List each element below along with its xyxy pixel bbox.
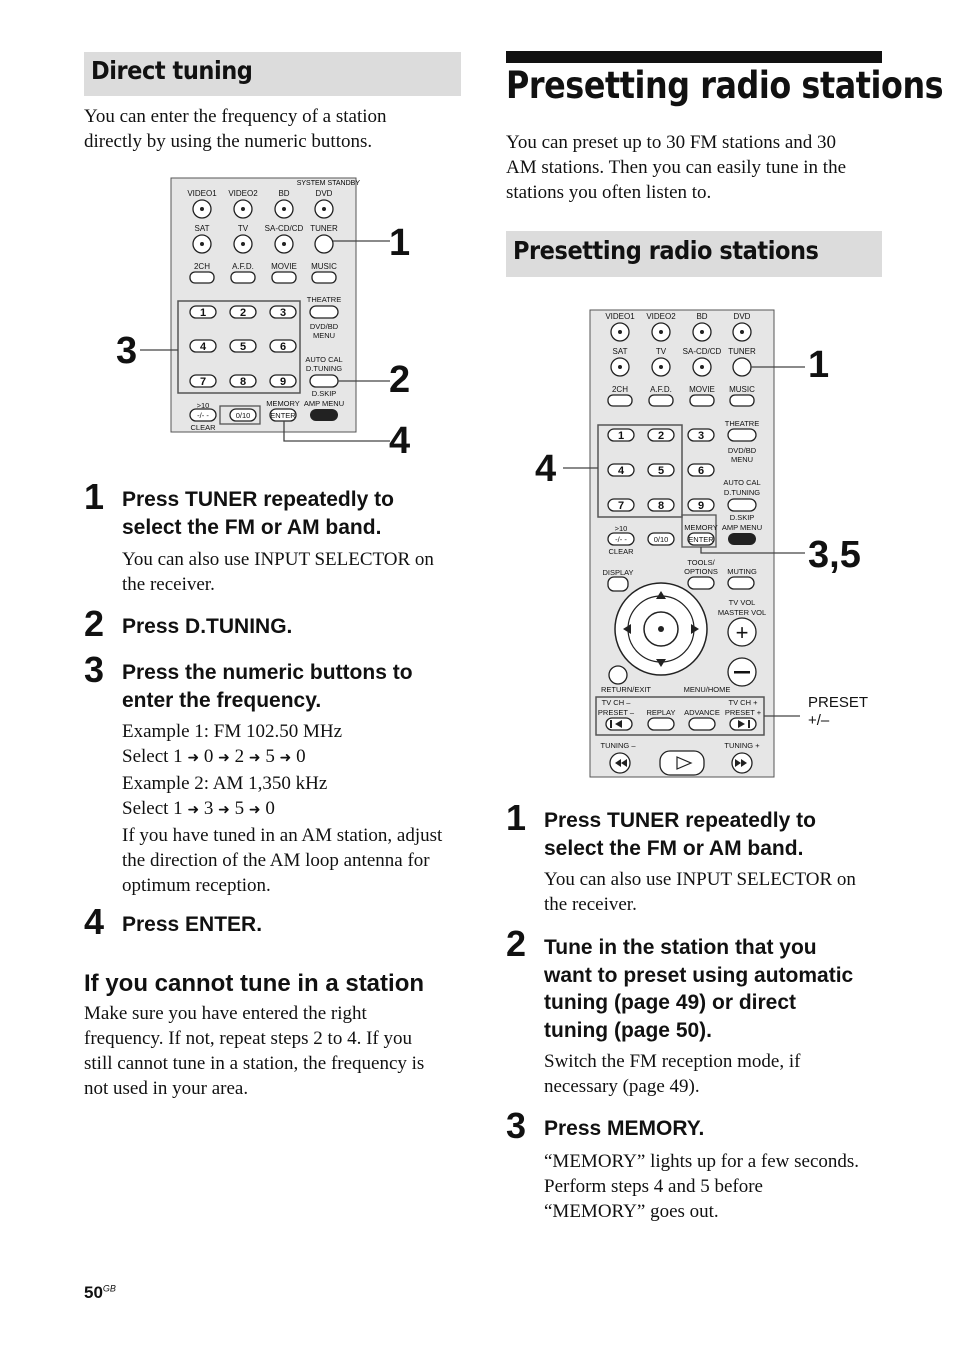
- remote-label: A.F.D.: [650, 385, 672, 394]
- callout-4: 4: [389, 420, 411, 462]
- arrow-right-icon: ➜: [218, 802, 230, 818]
- remote-label: SAT: [612, 347, 628, 356]
- section-title-presetting: Presetting radio stations: [513, 236, 819, 265]
- remote-button-movie[interactable]: [690, 395, 714, 406]
- remote-label: TUNING –: [600, 741, 636, 750]
- remote-label: MENU/HOME: [683, 685, 731, 694]
- remote-label: OPTIONS: [684, 567, 718, 576]
- remote-label: ADVANCE: [684, 708, 720, 717]
- arrow-right-icon: ➜: [279, 750, 292, 766]
- remote-label: D.SKIP: [311, 389, 337, 398]
- step-heading: Press TUNER repeatedly to select the FM or AM band.: [544, 809, 816, 860]
- remote-label: DVD: [315, 189, 333, 198]
- remote-digit-label: 4: [617, 465, 625, 477]
- remote-button-theatre[interactable]: [728, 429, 756, 441]
- minus-icon: [734, 671, 750, 674]
- remote-label: MASTER VOL: [717, 608, 767, 617]
- remote-label: D.TUNING: [723, 488, 761, 497]
- remote-digit-label: 5: [239, 341, 247, 353]
- remote-button-tools[interactable]: [688, 577, 714, 589]
- step-number: 3: [84, 649, 105, 690]
- step-heading: Press the numeric buttons to enter the frequency.: [122, 661, 413, 712]
- remote-label: DVD/BD: [309, 322, 339, 331]
- remote-digit-label: 6: [697, 465, 705, 477]
- arrow-right-icon: ➜: [187, 802, 200, 818]
- remote-label: D.SKIP: [729, 513, 755, 522]
- remote-label: SYSTEM STANDBY: [296, 180, 360, 187]
- section-title-direct-tuning: Direct tuning: [91, 56, 253, 85]
- advance-button[interactable]: [689, 718, 715, 730]
- page-title: Presetting radio stations: [506, 64, 944, 107]
- remote-illustration-left: [110, 170, 420, 460]
- subsection-title: If you cannot tune in a station: [84, 970, 425, 997]
- remote-digit-label: 1: [199, 307, 207, 319]
- remote-label: MEMORY: [266, 399, 300, 408]
- direct-tuning-intro: You can enter the frequency of a station directly by using the numeric buttons.: [84, 106, 387, 152]
- remote-button-dtuning[interactable]: [728, 499, 756, 511]
- callout-3: 3: [116, 330, 138, 372]
- remote-label: VIDEO1: [605, 312, 635, 321]
- select-sequence-1: Select 1 ➜ 0 ➜ 2 ➜ 5 ➜ 0: [122, 746, 306, 767]
- remote-label: TV VOL: [728, 598, 756, 607]
- remote-label: PRESET +: [724, 708, 762, 717]
- remote-label: AUTO CAL: [305, 355, 343, 364]
- remote-label: DISPLAY: [602, 568, 634, 577]
- step-body: You can also use INPUT SELECTOR on the receiver.: [544, 869, 856, 915]
- remote-digit-label: 9: [697, 500, 705, 512]
- remote-digit-label: 7: [199, 376, 207, 388]
- remote-label: >10: [614, 524, 628, 533]
- remote-label: TV: [655, 347, 667, 356]
- step-body: “MEMORY” lights up for a few seconds. Perform steps 4 and 5 before “MEMORY” goes out.: [544, 1151, 860, 1222]
- replay-button[interactable]: [648, 718, 674, 730]
- step-heading: Press D.TUNING.: [122, 615, 293, 638]
- subsection-body: Make sure you have entered the right frequency. If not, repeat steps 2 to 4. If you still cannot tune in a station, the frequency is not used in your area.: [84, 1003, 425, 1099]
- step-heading: Press TUNER repeatedly to select the FM or AM band.: [122, 488, 394, 539]
- remote-button-display[interactable]: [608, 577, 628, 591]
- remote-digit-label: 2: [239, 307, 247, 319]
- remote-label: THEATRE: [724, 419, 760, 428]
- remote-label: BD: [278, 189, 290, 198]
- remote-digit-label: 3: [279, 307, 287, 319]
- remote-label: VIDEO2: [228, 189, 258, 198]
- remote-label: PRESET –: [597, 708, 635, 717]
- step-body: Example 1: FM 102.50 MHz Select 1 ➜ 0 ➜ 2 ➜ 5 ➜ 0 Example 2: AM 1,350 kHz Select 1 ➜ 3 ➜ 5 ➜ 0 If you have tuned in an AM station, adjust the direction of the AM loop antenna for optimum reception.: [122, 719, 467, 898]
- callout-4: 4: [535, 448, 557, 490]
- remote-button-muting[interactable]: [728, 577, 754, 589]
- remote-label: 2CH: [193, 262, 211, 271]
- remote-label: MUTING: [727, 567, 757, 576]
- remote-button-dtuning[interactable]: [310, 375, 338, 387]
- arrow-right-icon: ➜: [218, 750, 230, 766]
- remote-digit-label: 4: [199, 341, 207, 353]
- callout-1: 1: [808, 344, 830, 386]
- remote-label: SAT: [194, 224, 210, 233]
- remote-label: MOVIE: [689, 385, 715, 394]
- remote-label: DVD/BD: [727, 446, 757, 455]
- remote-label: A.F.D.: [232, 262, 254, 271]
- return-button[interactable]: [609, 666, 627, 684]
- step-number: 4: [84, 901, 105, 942]
- remote-digit-label: 9: [279, 376, 287, 388]
- remote-label: TOOLS/: [687, 558, 715, 567]
- step-body: Switch the FM reception mode, if necessary (page 49).: [544, 1051, 801, 1097]
- callout-3-5: 3,5: [808, 534, 861, 576]
- nav-enter-dot-icon: [658, 626, 664, 632]
- callout-1: 1: [389, 222, 411, 264]
- remote-label: VIDEO1: [187, 189, 217, 198]
- page-number: $50^{GB}$: [84, 1283, 116, 1302]
- remote-label: RETURN/EXIT: [600, 685, 652, 694]
- step-number: 1: [506, 797, 527, 838]
- remote-label: ENTER: [270, 411, 296, 420]
- remote-label: MENU: [730, 455, 754, 464]
- remote-label: -/- -: [197, 411, 209, 420]
- remote-label: TUNER: [728, 347, 756, 356]
- remote-digit-label: 2: [657, 430, 665, 442]
- remote-button-tuner[interactable]: [315, 235, 333, 253]
- remote-button-movie[interactable]: [272, 272, 296, 283]
- step-heading: Press ENTER.: [122, 913, 263, 936]
- remote-label: 0/10: [653, 535, 669, 544]
- remote-button-music[interactable]: [730, 395, 754, 406]
- arrow-right-icon: ➜: [187, 750, 200, 766]
- step-body: You can also use INPUT SELECTOR on the receiver.: [122, 549, 434, 595]
- remote-label: AUTO CAL: [723, 478, 761, 487]
- remote-label: MUSIC: [729, 385, 755, 394]
- remote-label: TUNING +: [724, 741, 760, 750]
- remote-button-tuner[interactable]: [733, 358, 751, 376]
- remote-button-afd[interactable]: [231, 272, 255, 283]
- presetting-intro: You can preset up to 30 FM stations and 30 AM stations. Then you can easily tune in the stations you often listen to.: [506, 132, 847, 203]
- remote-label: AMP MENU: [721, 523, 763, 532]
- remote-digit-label: 1: [617, 430, 625, 442]
- remote-label: MEMORY: [684, 523, 718, 532]
- plus-icon: +: [735, 620, 749, 645]
- remote-button-theatre[interactable]: [310, 306, 338, 318]
- remote-digit-label: 8: [239, 376, 247, 388]
- step-number: 3: [506, 1105, 527, 1146]
- step-heading: Press MEMORY.: [544, 1117, 705, 1140]
- remote-button-music[interactable]: [312, 272, 336, 283]
- preset-label: PRESET +/–: [808, 694, 869, 729]
- remote-label: MOVIE: [271, 262, 297, 271]
- remote-digit-label: 5: [657, 465, 665, 477]
- remote-digit-label: 3: [697, 430, 705, 442]
- remote-label: MUSIC: [311, 262, 337, 271]
- remote-label: CLEAR: [190, 423, 216, 432]
- remote-button-2ch[interactable]: [190, 272, 214, 283]
- step-number: 2: [84, 603, 105, 644]
- step-number: 2: [506, 923, 527, 964]
- remote-label: TV CH –: [601, 698, 631, 707]
- remote-label: >10: [196, 401, 210, 410]
- remote-label: CLEAR: [608, 547, 634, 556]
- remote-digit-label: 6: [279, 341, 287, 353]
- remote-label: VIDEO2: [646, 312, 676, 321]
- remote-label: REPLAY: [646, 708, 676, 717]
- title-rule: [506, 51, 882, 63]
- remote-label: BD: [696, 312, 708, 321]
- remote-label: SA-CD/CD: [682, 347, 722, 356]
- remote-label: TV: [237, 224, 249, 233]
- play-button[interactable]: [660, 751, 704, 775]
- remote-label: 2CH: [611, 385, 629, 394]
- remote-button-amp-menu[interactable]: [310, 409, 338, 421]
- remote-button-amp-menu[interactable]: [728, 533, 756, 545]
- arrow-right-icon: ➜: [248, 750, 261, 766]
- remote-label: AMP MENU: [303, 399, 345, 408]
- remote-digit-label: 8: [657, 500, 665, 512]
- callout-2: 2: [389, 359, 411, 401]
- remote-label: D.TUNING: [305, 364, 343, 373]
- remote-label: DVD: [733, 312, 751, 321]
- remote-label: -/- -: [615, 535, 627, 544]
- step-number: 1: [84, 476, 105, 517]
- step-heading: Tune in the station that you want to preset using automatic tuning (page 49) or direct tuning (page 50).: [544, 936, 854, 1042]
- remote-label: ENTER: [688, 535, 714, 544]
- remote-label: 0/10: [235, 411, 251, 420]
- select-sequence-2: Select 1 ➜ 3 ➜ 5 ➜ 0: [122, 798, 275, 819]
- remote-label: THEATRE: [306, 295, 342, 304]
- remote-button-2ch[interactable]: [608, 395, 632, 406]
- remote-button-afd[interactable]: [649, 395, 673, 406]
- remote-label: TV CH +: [728, 698, 758, 707]
- remote-label: SA-CD/CD: [264, 224, 304, 233]
- remote-digit-label: 7: [617, 500, 625, 512]
- arrow-right-icon: ➜: [248, 802, 261, 818]
- remote-label: MENU: [312, 331, 336, 340]
- remote-label: TUNER: [310, 224, 338, 233]
